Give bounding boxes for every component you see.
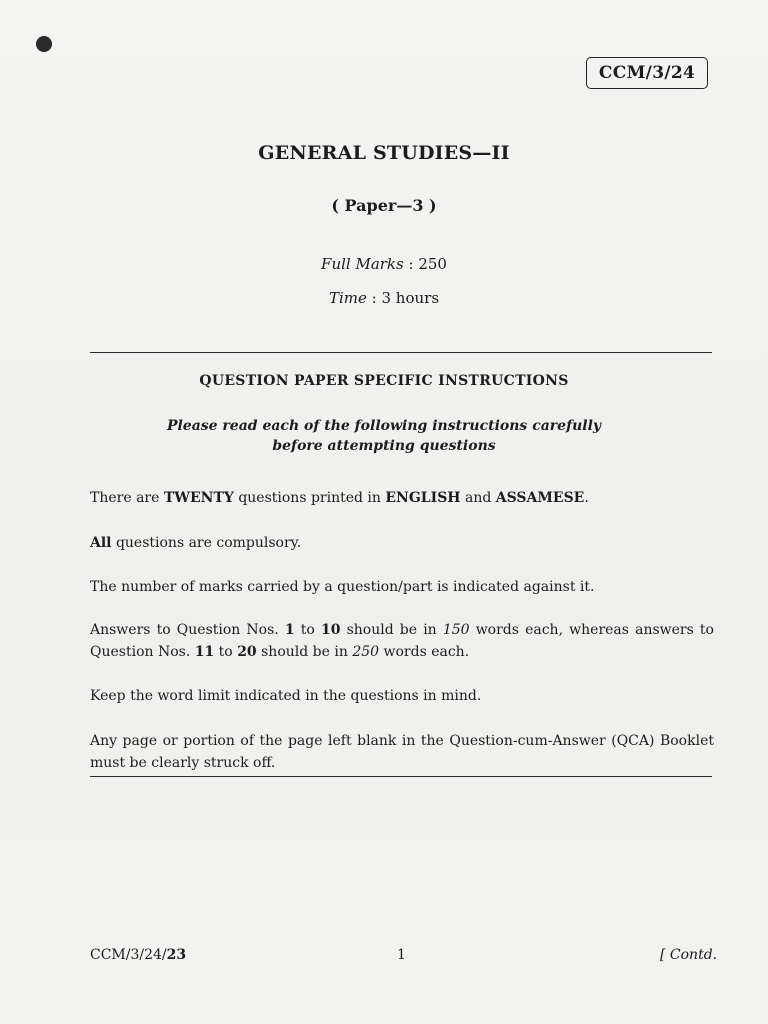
full-marks-value: : 250 <box>403 255 447 273</box>
divider-bottom <box>90 776 712 777</box>
footer-code-prefix: CCM/3/24/ <box>90 947 167 963</box>
paper-code: CCM/3/24 <box>598 63 696 83</box>
full-marks <box>0 255 768 273</box>
text-bold: 1 <box>284 622 295 638</box>
text-bold: 10 <box>320 622 341 638</box>
full-marks-label: Full Marks <box>321 255 404 273</box>
text: . <box>584 490 589 506</box>
text: should be in <box>340 622 443 638</box>
text-bold: 11 <box>194 644 215 660</box>
read-instructions-line-1: Please read each of the following instructions carefully <box>166 418 602 434</box>
text-bold: TWENTY <box>163 490 234 506</box>
divider-top <box>90 352 712 353</box>
text-bold: ASSAMESE <box>495 490 585 506</box>
text: words each, whereas answers to Question Nos. <box>90 622 714 660</box>
text: and <box>460 490 496 506</box>
punch-hole <box>36 36 52 52</box>
paper-number: ( Paper—3 ) <box>331 196 437 215</box>
text-bold: 20 <box>237 644 257 660</box>
text: words each. <box>379 644 470 660</box>
read-instructions-line-2: before attempting questions <box>272 438 496 454</box>
text: There are <box>90 490 164 506</box>
text-italic: 150 <box>442 622 470 638</box>
instruction-blank-pages: Any page or portion of the page left blank in the Question-cum-Answer (QCA) Booklet must be clearly struck off. <box>90 733 714 771</box>
instructions-heading: QUESTION PAPER SPECIFIC INSTRUCTIONS <box>199 373 569 389</box>
exam-title: GENERAL STUDIES—II <box>258 142 510 164</box>
continued-label: [ Contd. <box>660 947 718 963</box>
instruction-marks: The number of marks carried by a question/part is indicated against it. <box>90 579 595 595</box>
instruction-question-count <box>90 487 714 509</box>
text: should be in <box>256 644 353 660</box>
page-number: 1 <box>397 947 406 963</box>
time-allowed <box>0 289 768 307</box>
text: questions are compulsory. <box>111 535 302 551</box>
footer-code-suffix: 23 <box>166 947 187 963</box>
instruction-word-limits <box>90 619 714 663</box>
footer-code <box>90 947 186 963</box>
instruction-word-limit-reminder: Keep the word limit indicated in the questions in mind. <box>90 688 482 704</box>
instruction-compulsory <box>90 532 714 554</box>
time-label: Time <box>328 289 367 307</box>
text: Answers to Question Nos. <box>90 622 285 638</box>
paper-code-box <box>586 57 708 89</box>
text: to <box>214 644 238 660</box>
text-italic: 250 <box>352 644 380 660</box>
text-bold: ENGLISH <box>385 490 461 506</box>
text-bold: All <box>90 535 112 551</box>
time-value: : 3 hours <box>366 289 440 307</box>
text: to <box>294 622 321 638</box>
text: questions printed in <box>233 490 386 506</box>
